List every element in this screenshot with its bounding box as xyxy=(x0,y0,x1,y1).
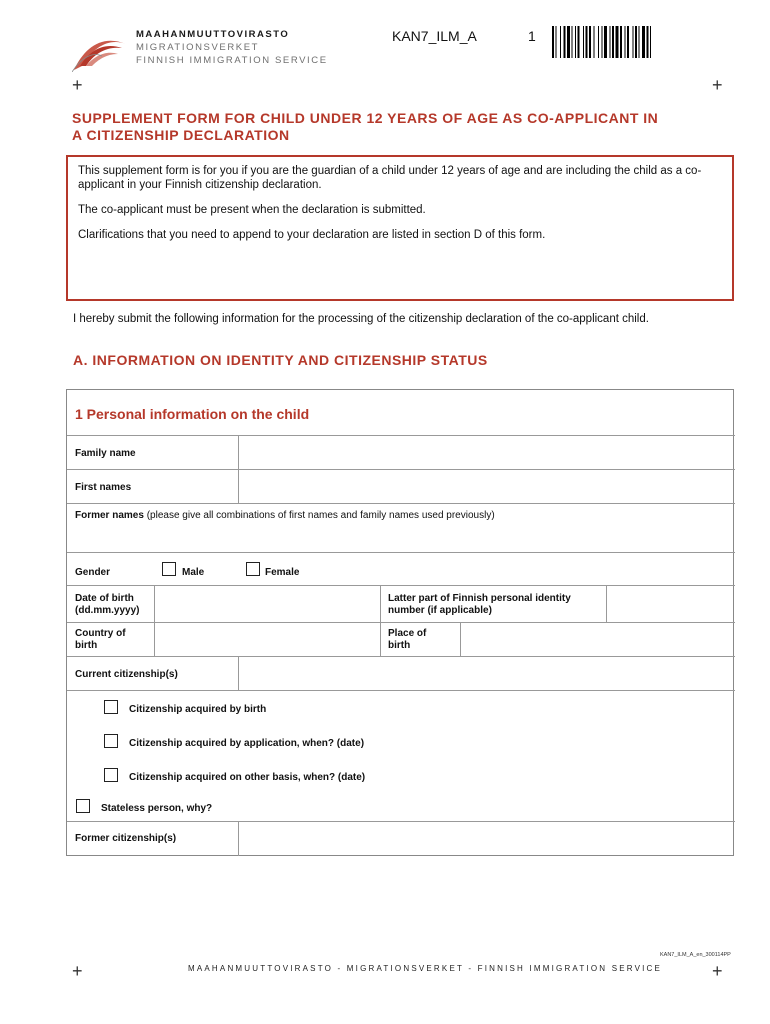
agency-name-fi: MAAHANMUUTTOVIRASTO xyxy=(136,29,290,40)
former-names-title: Former names xyxy=(75,510,144,521)
female-checkbox[interactable] xyxy=(246,562,260,576)
crop-mark-icon: + xyxy=(712,961,723,981)
female-label: Female xyxy=(265,567,300,578)
gender-label: Gender xyxy=(75,567,111,578)
agency-name-en: FINNISH IMMIGRATION SERVICE xyxy=(136,55,328,66)
acquired-by-birth-checkbox[interactable] xyxy=(104,700,118,714)
place-of-birth-label xyxy=(388,628,426,652)
column-divider xyxy=(154,585,155,622)
acquired-by-application-label: Citizenship acquired by application, when? (date) xyxy=(129,738,365,749)
column-divider xyxy=(238,435,239,503)
form-title-line: SUPPLEMENT FORM FOR CHILD UNDER 12 YEARS OF AGE AS CO-APPLICANT IN xyxy=(72,110,659,126)
form-title-line: A CITIZENSHIP DECLARATION xyxy=(72,127,290,143)
column-divider xyxy=(460,622,461,656)
row-divider xyxy=(67,622,735,623)
label-line: Date of birth xyxy=(75,593,134,604)
footer-agency-text: MAAHANMUUTTOVIRASTO - MIGRATIONSVERKET - FINNISH IMMIGRATION SERVICE xyxy=(188,964,663,973)
family-name-label: Family name xyxy=(75,448,136,459)
subsection-heading: 1 Personal information on the child xyxy=(75,406,310,422)
column-divider xyxy=(238,656,239,690)
former-names-note: (please give all combinations of first names and family names used previously) xyxy=(146,510,495,521)
first-names-label: First names xyxy=(75,482,132,493)
label-line: number (if applicable) xyxy=(388,605,492,616)
row-divider xyxy=(67,435,735,436)
row-divider xyxy=(67,469,735,470)
footer-form-code: KAN7_ILM_A_en_300114PP xyxy=(660,952,731,958)
date-of-birth-label xyxy=(75,593,139,617)
info-paragraph: This supplement form is for you if you are the guardian of a child under 12 years of age and are including the child as a co-applicant in your Finnish citizenship declaration. xyxy=(78,165,702,191)
crop-mark-icon: + xyxy=(72,75,83,95)
column-divider xyxy=(606,585,607,622)
former-citizenship-label: Former citizenship(s) xyxy=(75,833,177,844)
crop-mark-icon: + xyxy=(712,75,723,95)
info-box xyxy=(66,155,734,301)
barcode-icon xyxy=(550,24,710,60)
agency-logo-icon xyxy=(72,26,128,72)
submit-statement: I hereby submit the following information for the processing of the citizenship declaration of the co-applicant child. xyxy=(73,313,649,325)
former-names-label xyxy=(75,510,495,522)
row-divider xyxy=(67,656,735,657)
row-divider xyxy=(67,585,735,586)
acquired-by-birth-label: Citizenship acquired by birth xyxy=(129,704,267,715)
acquired-by-application-checkbox[interactable] xyxy=(104,734,118,748)
column-divider xyxy=(238,821,239,856)
column-divider xyxy=(154,622,155,656)
label-line: birth xyxy=(75,640,98,651)
male-checkbox[interactable] xyxy=(162,562,176,576)
personal-info-form xyxy=(66,389,734,856)
country-of-birth-label xyxy=(75,628,126,652)
crop-mark-icon: + xyxy=(72,961,83,981)
stateless-checkbox[interactable] xyxy=(76,799,90,813)
row-divider xyxy=(67,503,735,504)
column-divider xyxy=(380,585,381,622)
agency-name-sv: MIGRATIONSVERKET xyxy=(136,42,260,53)
label-line: birth xyxy=(388,640,411,651)
page-number: 1 xyxy=(528,28,536,44)
acquired-other-basis-checkbox[interactable] xyxy=(104,768,118,782)
current-citizenship-label: Current citizenship(s) xyxy=(75,669,178,680)
section-heading: A. INFORMATION ON IDENTITY AND CITIZENSHIP STATUS xyxy=(73,352,488,368)
acquired-other-basis-label: Citizenship acquired on other basis, when? (date) xyxy=(129,772,366,783)
personal-id-label xyxy=(388,593,571,617)
form-code: KAN7_ILM_A xyxy=(392,28,477,44)
stateless-label: Stateless person, why? xyxy=(101,803,213,814)
info-paragraph: Clarifications that you need to append to your declaration are listed in section D of this form. xyxy=(78,229,546,241)
row-divider xyxy=(67,552,735,553)
row-divider xyxy=(67,690,735,691)
label-line: Place of xyxy=(388,628,427,639)
label-line: Latter part of Finnish personal identity xyxy=(388,593,571,604)
agency-name xyxy=(136,28,328,67)
form-title xyxy=(72,110,712,144)
info-paragraph: The co-applicant must be present when the declaration is submitted. xyxy=(78,204,426,216)
label-line: Country of xyxy=(75,628,126,639)
column-divider xyxy=(380,622,381,656)
row-divider xyxy=(67,821,735,822)
label-line: (dd.mm.yyyy) xyxy=(75,605,140,616)
male-label: Male xyxy=(182,567,205,578)
